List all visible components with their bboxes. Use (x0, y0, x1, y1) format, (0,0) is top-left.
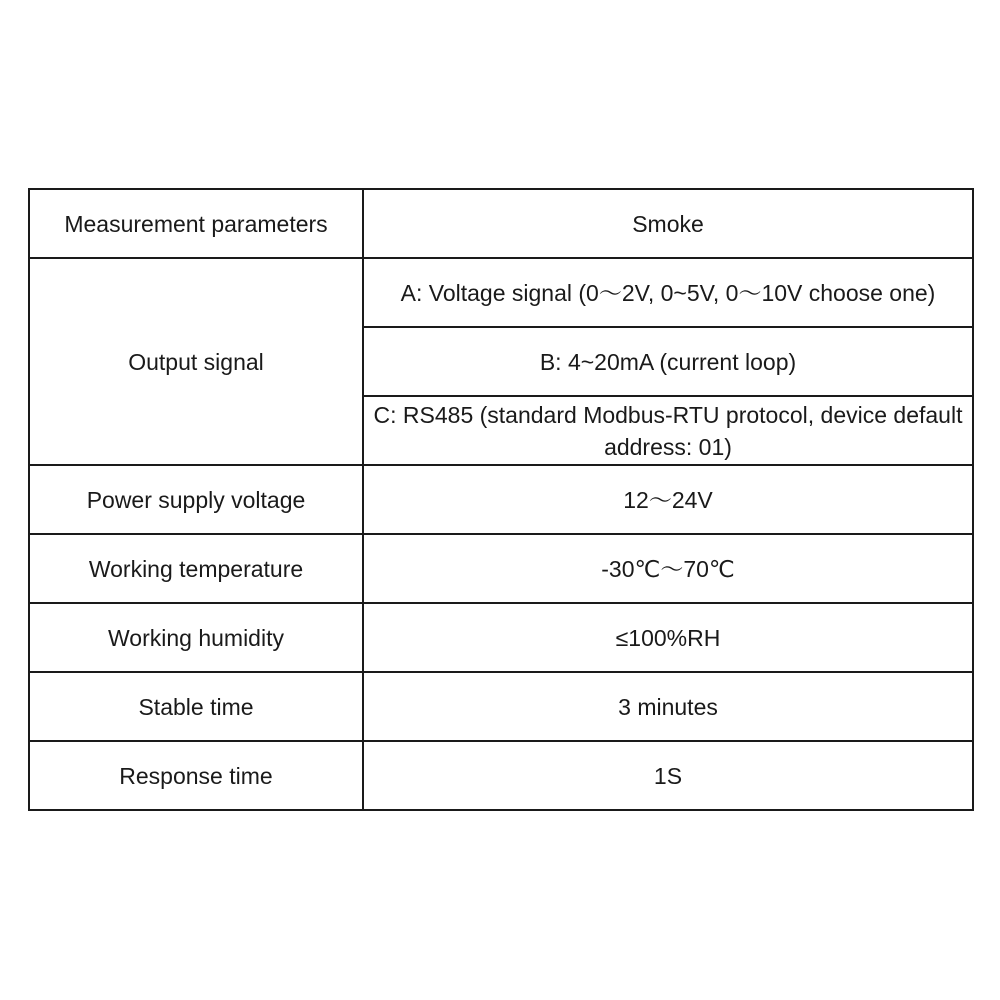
param-working-humidity: Working humidity (29, 603, 363, 672)
param-response-time: Response time (29, 741, 363, 810)
value-output-signal-c: C: RS485 (standard Modbus-RTU protocol, device default address: 01) (363, 396, 973, 465)
specification-table (28, 188, 974, 811)
param-output-signal: Output signal (29, 258, 363, 465)
table-row (29, 741, 973, 810)
table-row (29, 465, 973, 534)
table-row (29, 189, 973, 258)
param-measurement-parameters: Measurement parameters (29, 189, 363, 258)
param-stable-time: Stable time (29, 672, 363, 741)
value-working-humidity: ≤100%RH (363, 603, 973, 672)
value-response-time: 1S (363, 741, 973, 810)
value-power-supply-voltage: 12～24V (363, 465, 973, 534)
table-row (29, 534, 973, 603)
value-working-temperature: -30℃～70℃ (363, 534, 973, 603)
table-row (29, 603, 973, 672)
param-working-temperature: Working temperature (29, 534, 363, 603)
value-output-signal-a: A: Voltage signal (0～2V, 0~5V, 0～10V choose one) (363, 258, 973, 327)
value-output-signal-b: B: 4~20mA (current loop) (363, 327, 973, 396)
value-stable-time: 3 minutes (363, 672, 973, 741)
table-row (29, 672, 973, 741)
value-measurement-parameters: Smoke (363, 189, 973, 258)
param-power-supply-voltage: Power supply voltage (29, 465, 363, 534)
table-row (29, 258, 973, 327)
